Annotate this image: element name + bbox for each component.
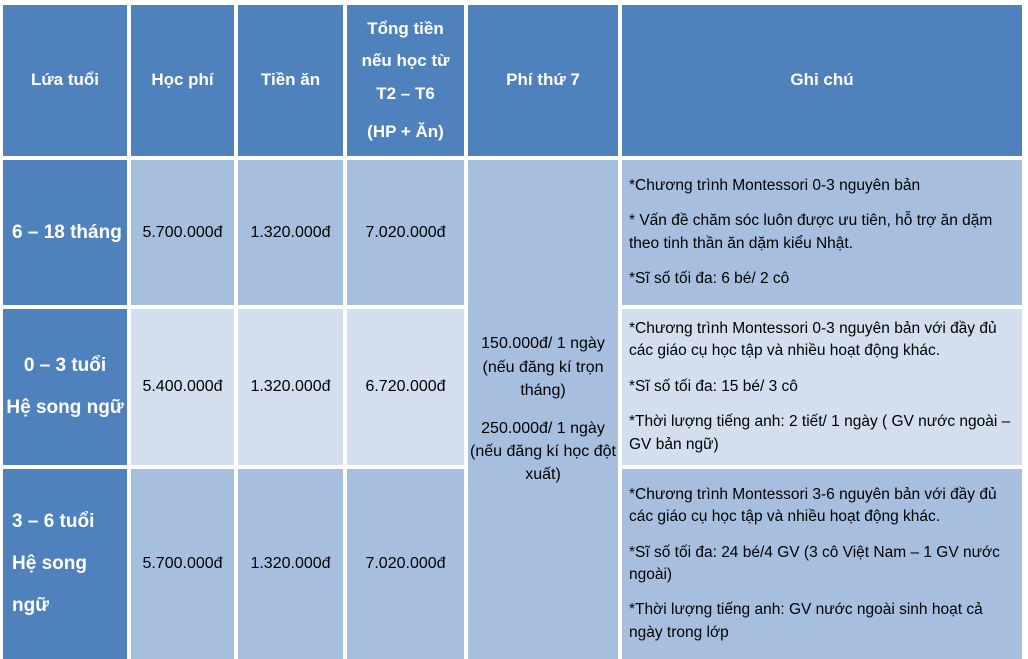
row2-notes (622, 309, 1022, 465)
row3-tuition: 5.700.000đ (131, 469, 234, 659)
row-age-0-3-years (3, 309, 127, 465)
header-total-line3: T2 – T6 (376, 83, 435, 103)
saturday-fee-cell (468, 160, 618, 659)
note-item: *Chương trình Montessori 3-6 nguyên bản với đầy đủ các giáo cụ học tập và nhiều hoạt động khác. (629, 485, 997, 526)
row1-meal: 1.320.000đ (238, 160, 343, 305)
header-total-line4: (HP + Ăn) (367, 121, 444, 141)
note-item: *Sĩ số tối đa: 6 bé/ 2 cô (629, 269, 790, 287)
note-item: *Sĩ số tối đa: 15 bé/ 3 cô (629, 377, 798, 395)
row1-tuition: 5.700.000đ (131, 160, 234, 305)
row1-notes (622, 160, 1022, 305)
row2-total: 6.720.000đ (347, 309, 464, 465)
header-total (347, 5, 464, 156)
row3-notes (622, 469, 1022, 659)
row-age-sublabel: Hệ song ngữ (12, 553, 87, 616)
note-item: *Sĩ số tối đa: 24 bé/4 GV (3 cô Việt Nam – 1 GV nước ngoài) (629, 543, 1000, 583)
saturday-fee-adhoc: 250.000đ/ 1 ngày (nếu đăng kí học đột xuất) (470, 420, 616, 484)
row3-total: 7.020.000đ (347, 469, 464, 659)
header-total-line1: Tổng tiền (367, 18, 444, 38)
row2-meal: 1.320.000đ (238, 309, 343, 465)
row1-total: 7.020.000đ (347, 160, 464, 305)
header-age: Lứa tuổi (3, 5, 127, 156)
row-age-label: 3 – 6 tuổi (12, 511, 95, 533)
row-age-label: 0 – 3 tuổi (23, 355, 107, 377)
saturday-fee-monthly: 150.000đ/ 1 ngày (nếu đăng kí trọn tháng) (481, 335, 605, 399)
note-item: *Thời lượng tiếng anh: GV nước ngoài sinh hoạt cả ngày trong lớp (629, 601, 983, 641)
row2-tuition: 5.400.000đ (131, 309, 234, 465)
note-item: *Thời lượng tiếng anh: 2 tiết/ 1 ngày ( GV nước ngoài – GV bản ngữ) (629, 413, 1011, 453)
row-age-3-6-years (3, 469, 127, 659)
row-age-label: 6 – 18 tháng (12, 221, 122, 243)
header-meal: Tiền ăn (238, 5, 343, 156)
note-item: * Vấn đề chăm sóc luôn được ưu tiên, hỗ trợ ăn dặm theo tinh thần ăn dặm kiểu Nhật. (629, 212, 993, 252)
header-tuition: Học phí (131, 5, 234, 156)
row-age-sublabel: Hệ song ngữ (6, 397, 124, 418)
row3-meal: 1.320.000đ (238, 469, 343, 659)
header-total-line2: nếu học từ (361, 51, 450, 71)
note-item: *Chương trình Montessori 0-3 nguyên bản (629, 176, 921, 194)
header-saturday: Phí thứ 7 (468, 5, 618, 156)
header-notes: Ghi chú (622, 5, 1022, 156)
note-item: *Chương trình Montessori 0-3 nguyên bản với đầy đủ các giáo cụ học tập và nhiều hoạt động khác. (629, 319, 997, 360)
row-age-6-18-months (3, 160, 127, 305)
